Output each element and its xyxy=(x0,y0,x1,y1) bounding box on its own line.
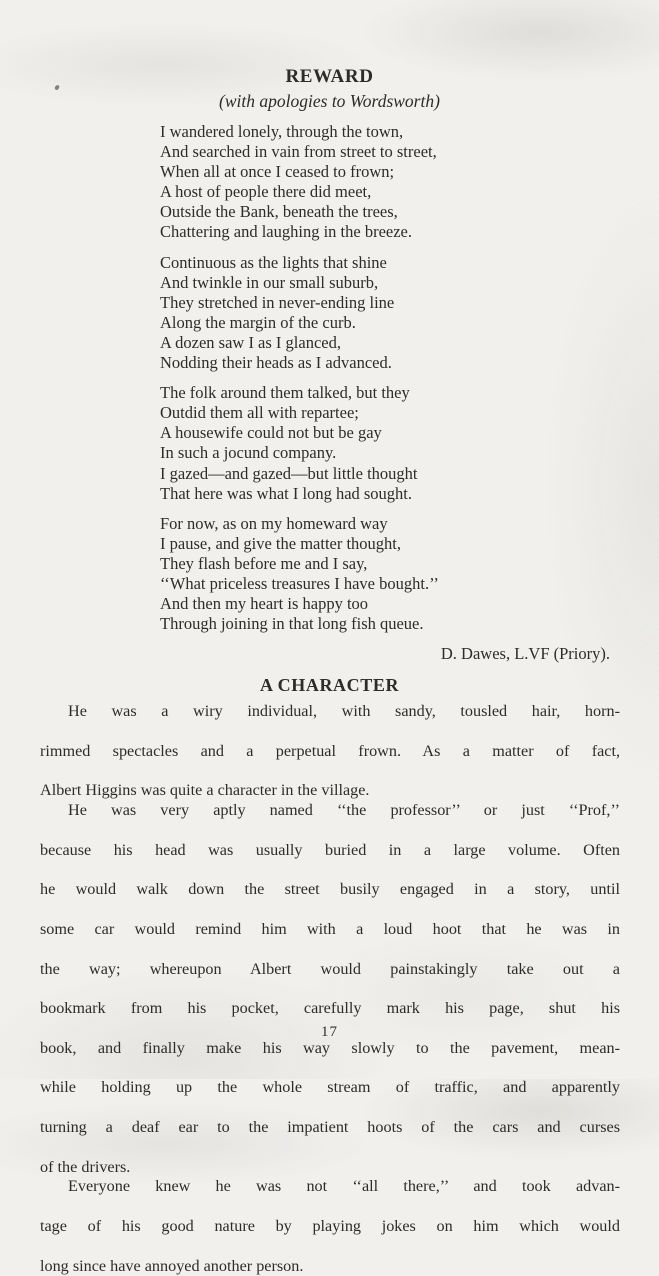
poem-line: For now, as on my homeward way xyxy=(160,513,388,533)
poem-line: Chattering and laughing in the breeze. xyxy=(160,222,412,242)
poem-line: Along the margin of the curb. xyxy=(160,312,356,332)
poem-stanza-2 xyxy=(160,253,612,374)
story-paragraph-1 xyxy=(40,702,620,801)
poem-line: A housewife could not but be gay xyxy=(160,423,382,443)
story-body xyxy=(40,702,620,1276)
poem-line: Continuous as the lights that shine xyxy=(160,252,387,272)
poem-subtitle: (with apologies to Wordsworth) xyxy=(219,91,440,111)
prose-line: bookmark from his pocket, carefully mark his page, shut his xyxy=(40,999,620,1018)
poem-line: ‘‘What priceless treasures I have bought.’’ xyxy=(160,573,439,593)
poem-line: And then my heart is happy too xyxy=(160,594,369,614)
poem-line: That here was what I long had sought. xyxy=(160,483,413,503)
poem-line: And twinkle in our small suburb, xyxy=(160,272,379,292)
prose-line: book, and finally make his way slowly to the pavement, mean- xyxy=(40,1038,620,1057)
story-title: A CHARACTER xyxy=(259,675,400,696)
poem-line: When all at once I ceased to frown; xyxy=(160,162,395,182)
prose-line: turning a deaf ear to the impatient hoots of the cars and curses xyxy=(40,1117,620,1136)
poem-line: A dozen saw I as I glanced, xyxy=(160,332,341,352)
poem-body xyxy=(160,122,612,664)
prose-line: long since have annoyed another person. xyxy=(40,1256,304,1275)
prose-line: He was very aptly named ‘‘the professor’’ or just ‘‘Prof,’’ xyxy=(68,801,620,820)
poem-line: They flash before me and I say, xyxy=(160,553,368,573)
poem-stanza-3 xyxy=(160,383,612,504)
poem-line: Nodding their heads as I advanced. xyxy=(160,353,392,373)
poem-stanza-4 xyxy=(160,514,612,635)
prose-line: while holding up the whole stream of traffic, and apparently xyxy=(40,1078,620,1097)
poem-line: In such a jocund company. xyxy=(160,443,337,463)
poem-attribution: D. Dawes, L.VF (Priory). xyxy=(440,644,610,664)
prose-line: rimmed spectacles and a perpetual frown. As a matter of fact, xyxy=(40,741,620,760)
poem-stanza-1 xyxy=(160,122,612,243)
prose-line: because his head was usually buried in a large volume. Often xyxy=(40,840,620,859)
poem-line: Through joining in that long fish queue. xyxy=(160,614,424,634)
prose-line: He was a wiry individual, with sandy, tousled hair, horn- xyxy=(68,702,620,721)
prose-line: Albert Higgins was quite a character in the village. xyxy=(40,781,370,800)
prose-line: some car would remind him with a loud hoot that he was in xyxy=(40,920,620,939)
poem-line: I wandered lonely, through the town, xyxy=(160,122,404,141)
prose-line: the way; whereupon Albert would painstakingly take out a xyxy=(40,959,620,978)
poem-line: The folk around them talked, but they xyxy=(160,383,410,403)
prose-line: of the drivers. xyxy=(40,1157,131,1176)
poem-line: Outdid them all with repartee; xyxy=(160,403,359,423)
story-paragraph-2 xyxy=(40,801,620,1177)
poem-line: They stretched in never-ending line xyxy=(160,292,395,312)
poem-line: A host of people there did meet, xyxy=(160,182,372,202)
page-number: 17 xyxy=(321,1024,338,1040)
story-paragraph-3 xyxy=(40,1177,620,1276)
prose-line: he would walk down the street busily engaged in a story, until xyxy=(40,880,620,899)
prose-line: tage of his good nature by playing jokes on him which would xyxy=(40,1216,620,1235)
prose-line: Everyone knew he was not ‘‘all there,’’ and took advan- xyxy=(68,1177,620,1196)
poem-title: REWARD xyxy=(285,66,374,87)
poem-line: Outside the Bank, beneath the trees, xyxy=(160,202,398,222)
poem-line: And searched in vain from street to street, xyxy=(160,142,437,162)
poem-line: I pause, and give the matter thought, xyxy=(160,533,402,553)
poem-line: I gazed—and gazed—but little thought xyxy=(160,463,418,483)
